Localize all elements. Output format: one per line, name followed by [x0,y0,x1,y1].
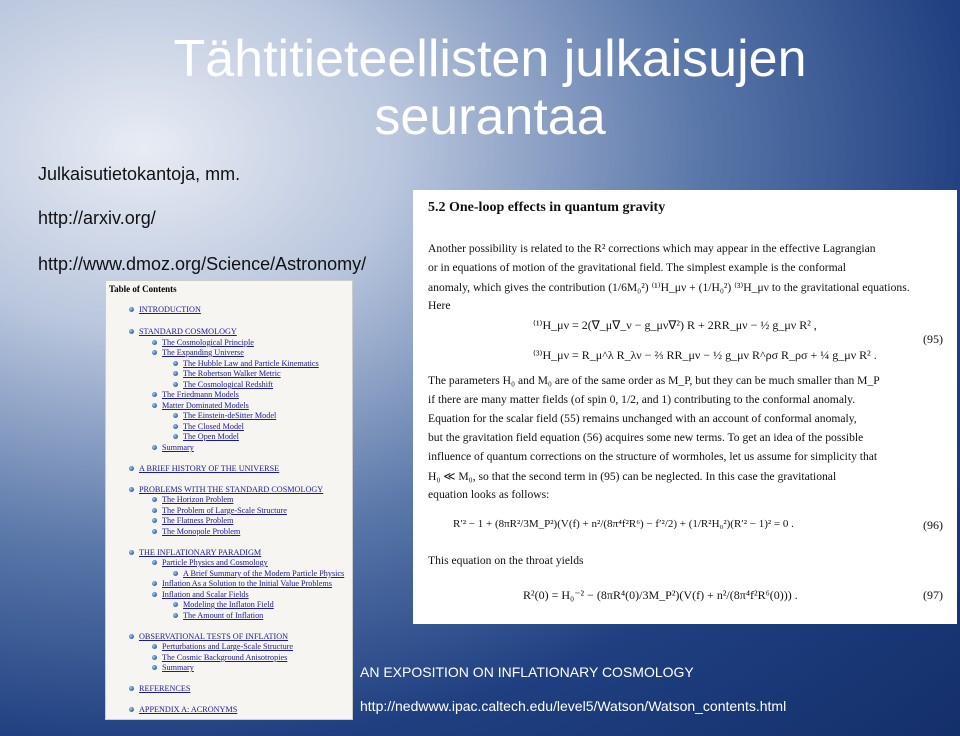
toc-item[interactable]: Summary [162,443,194,452]
paper-line: Here [428,299,451,312]
paper-line: This equation on the throat yields [428,554,584,567]
equation-95a: ⁽¹⁾H_μν = 2(∇_μ∇_ν − g_μν∇²) R + 2RR_μν − ½ g_μν R² , [533,318,817,332]
paper-line: but the gravitation field equation (56) acquires some new terms. To get an idea of the possible [428,431,864,444]
paper-line: or in equations of motion of the gravitational field. The simplest example is the conformal [428,261,847,274]
toc-item[interactable]: PROBLEMS WITH THE STANDARD COSMOLOGY [139,485,324,494]
dmoz-link[interactable]: http://www.dmoz.org/Science/Astronomy/ [38,254,367,274]
paper-line: The parameters H₀ and M₀ are of the same order as M_P, but they can be much smaller than M_P [428,374,880,387]
slide-title: Tähtitieteellisten julkaisujen seurantaa [173,30,807,146]
toc-item[interactable]: The Monopole Problem [162,527,241,536]
paper-line: if there are many matter fields (of spin 0, 1/2, and 1) contributing to the conformal anomaly. [428,393,856,406]
toc-item[interactable]: Perturbations and Large-Scale Structure [162,642,294,651]
toc-heading: Table of Contents [109,284,177,294]
toc-item[interactable]: INTRODUCTION [139,305,201,314]
toc-item[interactable]: Particle Physics and Cosmology [162,558,268,567]
toc-item[interactable]: The Open Model [183,432,239,441]
databases-label: Julkaisutietokantoja, mm. [38,164,241,184]
section-heading: 5.2 One-loop effects in quantum gravity [428,200,666,215]
toc-item[interactable]: The Cosmic Background Anisotropies [162,653,288,662]
paper-line: H₀ ≪ M₀, so that the second term in (95) can be neglected. In this case the gravitational [428,470,837,483]
table-of-contents [105,280,353,720]
toc-item[interactable]: A Brief Summary of the Modern Particle Physics [183,569,345,578]
toc-item[interactable]: A BRIEF HISTORY OF THE UNIVERSE [139,464,280,473]
toc-item[interactable]: Summary [162,663,194,672]
eq-number-97: (97) [923,588,943,602]
paper-line: equation looks as follows: [428,488,550,501]
paper-excerpt [413,190,957,624]
toc-item[interactable]: Modeling the Inflaton Field [183,600,274,609]
toc-item[interactable]: APPENDIX A: ACRONYMS [139,705,238,714]
equation-95b: ⁽³⁾H_μν = R_μ^λ R_λν − ⅔ RR_μν − ½ g_μν R^ρσ R_ρσ + ¼ g_μν R² . [533,348,877,362]
toc-item[interactable]: The Flatness Problem [162,516,234,525]
toc-item[interactable]: The Robertson Walker Metric [183,369,281,378]
toc-item[interactable]: The Problem of Large-Scale Structure [162,506,287,515]
paper-line: anomaly, which gives the contribution (1/6M₀²) ⁽¹⁾H_μν + (1/H₀²) ⁽³⁾H_μν to the gravitational equations. [428,281,910,294]
eq-number-95: (95) [923,332,943,346]
toc-item[interactable]: The Cosmological Redshift [183,380,274,389]
toc-item[interactable]: The Horizon Problem [162,495,234,504]
eq-number-96: (96) [923,518,943,532]
paper-line: influence of quantum corrections on the structure of wormholes, let us assume for simplicity that [428,450,878,463]
toc-item[interactable]: THE INFLATIONARY PARADIGM [139,548,262,557]
arxiv-link[interactable]: http://arxiv.org/ [38,208,156,228]
equation-97: R²(0) = H₀⁻² − (8πR⁴(0)/3M_P²)(V(f) + n²/(8π⁴f²R⁶(0))) . [523,588,798,602]
toc-item[interactable]: The Closed Model [183,422,244,431]
toc-item[interactable]: STANDARD COSMOLOGY [139,327,237,336]
toc-item[interactable]: The Cosmological Principle [162,338,254,347]
toc-item[interactable]: Inflation and Scalar Fields [162,590,249,599]
toc-item[interactable]: The Amount of Inflation [183,611,264,620]
toc-item[interactable]: The Expanding Universe [162,348,244,357]
exposition-url[interactable]: http://nedwww.ipac.caltech.edu/level5/Watson/Watson_contents.html [360,698,787,714]
toc-item[interactable]: Matter Dominated Models [162,401,249,410]
paper-line: Another possibility is related to the R² corrections which may appear in the effective Lagrangian [428,242,876,255]
toc-item[interactable]: The Einstein-deSitter Model [183,411,277,420]
equation-96: R′² − 1 + (8πR²/3M_P²)(V(f) + n²/(8π⁴f²R⁶) − f′²/2) + (1/R²H₀²)(R′² − 1)² = 0 . [453,518,794,530]
paper-line: Equation for the scalar field (55) remains unchanged with an account of conformal anomaly, [428,412,857,425]
exposition-caption: AN EXPOSITION ON INFLATIONARY COSMOLOGY [360,664,694,680]
toc-item[interactable]: Inflation As a Solution to the Initial Value Problems [162,579,332,588]
toc-item[interactable]: REFERENCES [139,684,191,693]
toc-item[interactable]: The Hubble Law and Particle Kinematics [183,359,319,368]
toc-item[interactable]: OBSERVATIONAL TESTS OF INFLATION [139,632,289,641]
toc-item[interactable]: The Friedmann Models [162,390,239,399]
